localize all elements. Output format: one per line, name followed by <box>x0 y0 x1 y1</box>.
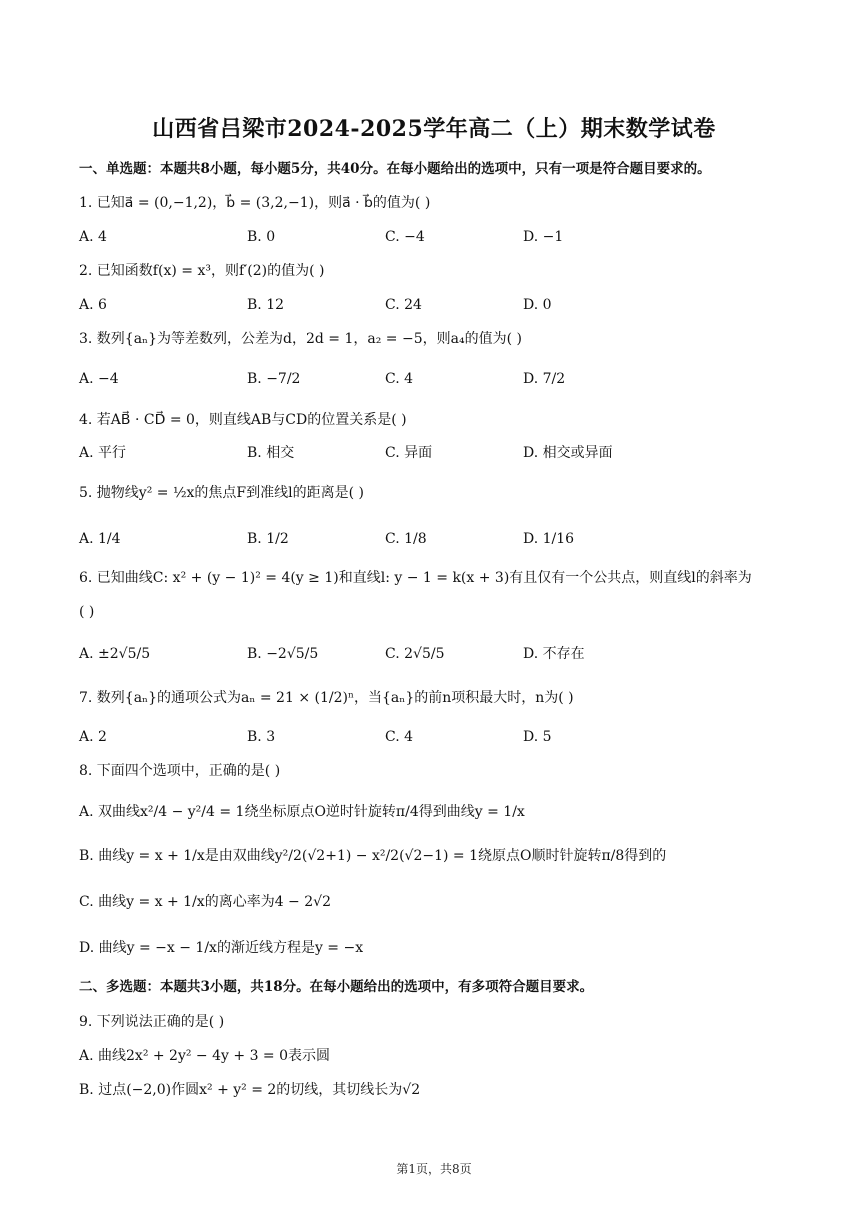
question-8-stem: 8. 下面四个选项中，正确的是( ) <box>79 763 281 779</box>
q2-option-b: B. 12 <box>247 297 285 313</box>
question-3-stem: 3. 数列{aₙ}为等差数列，公差为d，2d = 1，a₂ = −5，则a₄的值为( ) <box>79 331 522 347</box>
question-1-stem: 1. 已知a⃗ = (0,−1,2)，b⃗ = (3,2,−1)，则a⃗ · b⃗的值为( ) <box>79 195 431 211</box>
q4-option-c: C. 异面 <box>385 445 433 461</box>
q3-option-c: C. 4 <box>385 371 414 387</box>
q6-option-d: D. 不存在 <box>523 646 585 662</box>
q7-option-d: D. 5 <box>523 729 552 745</box>
q8-option-a: A. 双曲线x²/4 − y²/4 = 1绕坐标原点O逆时针旋转π/4得到曲线y = 1/x <box>79 804 525 820</box>
question-1-options <box>79 227 779 249</box>
q2-option-d: D. 0 <box>523 297 552 313</box>
q3-option-b: B. −7/2 <box>247 371 301 387</box>
question-6-stem-continued: ( ) <box>79 604 95 620</box>
question-6-options <box>79 644 779 666</box>
question-7-stem: 7. 数列{aₙ}的通项公式为aₙ = 21 × (1/2)ⁿ，当{aₙ}的前n项积最大时，n为( ) <box>79 690 574 706</box>
question-2-options <box>79 295 779 317</box>
q8-option-d: D. 曲线y = −x − 1/x的渐近线方程是y = −x <box>79 940 364 956</box>
q5-option-b: B. 1/2 <box>247 531 289 547</box>
section-2-header: 二、多选题：本题共3小题，共18分。在每小题给出的选项中，有多项符合题目要求。 <box>79 979 594 995</box>
q6-option-c: C. 2√5/5 <box>385 646 445 662</box>
q7-option-b: B. 3 <box>247 729 276 745</box>
q9-option-b: B. 过点(−2,0)作圆x² + y² = 2的切线，其切线长为√2 <box>79 1082 421 1098</box>
q1-option-b: B. 0 <box>247 229 276 245</box>
q1-option-c: C. −4 <box>385 229 425 245</box>
q5-option-a: A. 1/4 <box>79 531 121 547</box>
q3-option-d: D. 7/2 <box>523 371 566 387</box>
question-5-options <box>79 529 779 551</box>
q1-option-a: A. 4 <box>79 229 107 245</box>
q6-option-a: A. ±2√5/5 <box>79 646 151 662</box>
q6-option-b: B. −2√5/5 <box>247 646 319 662</box>
q2-option-a: A. 6 <box>79 297 107 313</box>
question-6-stem: 6. 已知曲线C: x² + (y − 1)² = 4(y ≥ 1)和直线l: y − 1 = k(x + 3)有且仅有一个公共点，则直线l的斜率为 <box>79 570 752 586</box>
question-9-stem: 9. 下列说法正确的是( ) <box>79 1014 225 1030</box>
q2-option-c: C. 24 <box>385 297 422 313</box>
q7-option-a: A. 2 <box>79 729 107 745</box>
question-7-options <box>79 727 779 749</box>
question-4-stem: 4. 若AB⃗ · CD⃗ = 0，则直线AB与CD的位置关系是( ) <box>79 412 407 428</box>
q4-option-b: B. 相交 <box>247 445 295 461</box>
section-1-header: 一、单选题：本题共8小题，每小题5分，共40分。在每小题给出的选项中，只有一项是符合题目要求的。 <box>79 161 711 177</box>
page-footer: 第1页，共8页 <box>396 1162 472 1176</box>
question-4-options <box>79 443 779 465</box>
q1-option-d: D. −1 <box>523 229 564 245</box>
q4-option-a: A. 平行 <box>79 445 127 461</box>
q9-option-a: A. 曲线2x² + 2y² − 4y + 3 = 0表示圆 <box>79 1048 331 1064</box>
question-2-stem: 2. 已知函数f(x) = x³，则f′(2)的值为( ) <box>79 263 325 279</box>
q3-option-a: A. −4 <box>79 371 119 387</box>
q8-option-c: C. 曲线y = x + 1/x的离心率为4 − 2√2 <box>79 894 331 910</box>
question-3-options <box>79 369 779 391</box>
q7-option-c: C. 4 <box>385 729 414 745</box>
page-title: 山西省吕梁市2024-2025学年高二（上）期末数学试卷 <box>152 116 716 142</box>
q5-option-c: C. 1/8 <box>385 531 427 547</box>
q4-option-d: D. 相交或异面 <box>523 445 613 461</box>
q8-option-b: B. 曲线y = x + 1/x是由双曲线y²/2(√2+1) − x²/2(√2−1) = 1绕原点O顺时针旋转π/8得到的 <box>79 848 667 864</box>
q5-option-d: D. 1/16 <box>523 531 575 547</box>
question-5-stem: 5. 抛物线y² = ½x的焦点F到准线l的距离是( ) <box>79 485 364 501</box>
